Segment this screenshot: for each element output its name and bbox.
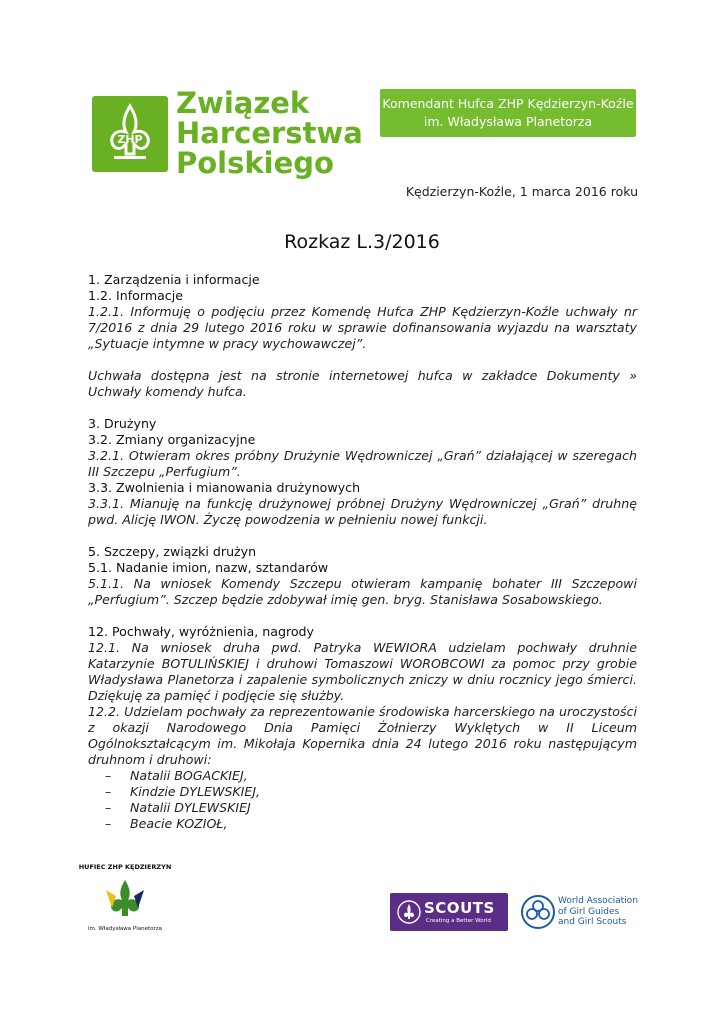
fleur-de-lis-icon bbox=[92, 96, 168, 172]
list-item: – Natalii BOGACKIEJ, bbox=[105, 768, 248, 783]
subsection-heading: 5.1. Nadanie imion, nazw, sztandarów bbox=[88, 560, 329, 575]
hufiec-logo bbox=[78, 856, 172, 934]
paragraph: 1.2.1. Informuję o podjęciu przez Komendę Hufca ZHP Kędzierzyn-Koźle uchwały nr 7/2016 z dnia 29 lutego 2016 roku w sprawie dofinansowania wyjazdu na warsztaty „Sytuacje intymne w pracy wychowawczej”. bbox=[88, 304, 637, 351]
list-item: – Beacie KOZIOŁ, bbox=[105, 816, 228, 831]
header-line-1: Komendant Hufca ZHP Kędzierzyn-Koźle bbox=[382, 96, 634, 111]
subsection-heading: 3.3. Zwolnienia i mianowania drużynowych bbox=[88, 480, 361, 495]
scouts-tagline: Creating a Better World bbox=[426, 918, 491, 924]
list-item: – Kindzie DYLEWSKIEJ, bbox=[105, 784, 261, 799]
wagggs-text: World Association of Girl Guides and Girl Scouts bbox=[558, 896, 638, 927]
paragraph: 12.1. Na wniosek druha pwd. Patryka WEWIORA udzielam pochwały druhnie Katarzynie BOTULIŃSKIEJ i druhowi Tomaszowi WOROBCOWI za pomoc przy grobie Władysława Planetorza i zapalenie symbolicznych zniczy w dniu rocznicy jego śmierci. Dziękuję za pamięć i podjęcie się służby. bbox=[88, 640, 637, 703]
wagggs-logo bbox=[520, 893, 640, 933]
place-date: Kędzierzyn-Koźle, 1 marca 2016 roku bbox=[405, 184, 638, 199]
header-line-2: im. Władysława Planetorza bbox=[423, 114, 593, 129]
scouts-logo bbox=[390, 893, 508, 931]
header-box bbox=[380, 89, 636, 137]
logo-word-2: Harcerstwa bbox=[176, 116, 363, 150]
svg-text:im. Władysława Planetorza: im. Władysława Planetorza bbox=[87, 926, 163, 932]
logo-word-1: Związek bbox=[176, 86, 310, 120]
document-body bbox=[88, 272, 637, 832]
logo-word-3: Polskiego bbox=[176, 146, 334, 180]
section-heading: 1. Zarządzenia i informacje bbox=[88, 272, 260, 287]
svg-text:ZHP: ZHP bbox=[117, 133, 143, 146]
paragraph: 3.2.1. Otwieram okres próbny Drużynie Wędrowniczej „Grań” działającej w szeregach III Szczepu „Perfugium”. bbox=[88, 448, 637, 479]
section-heading: 12. Pochwały, wyróżnienia, nagrody bbox=[88, 624, 314, 639]
scouts-label: SCOUTS bbox=[424, 899, 495, 917]
subsection-heading: 1.2. Informacje bbox=[88, 288, 183, 303]
paragraph: 3.3.1. Mianuję na funkcję drużynowej próbnej Drużyny Wędrowniczej „Grań” druhnę pwd. Alicję IWON. Życzę powodzenia w pełnieniu nowej funkcji. bbox=[88, 496, 637, 527]
paragraph: 12.2. Udzielam pochwały za reprezentowanie środowiska harcerskiego na uroczystości z okazji Narodowego Dnia Pamięci Żołnierzy Wyklętych w II Liceum Ogólnokształcącym im. Mikołaja Kopernika dnia 24 lutego 2016 roku następującym druhnom i druhowi: bbox=[88, 704, 637, 767]
subsection-heading: 3.2. Zmiany organizacyjne bbox=[88, 432, 256, 447]
scouts-fleur-icon bbox=[397, 900, 421, 924]
zhp-logo bbox=[92, 86, 363, 188]
svg-text:HUFIEC ZHP KĘDZIERZYN: HUFIEC ZHP KĘDZIERZYN bbox=[78, 863, 172, 871]
paragraph: Uchwała dostępna jest na stronie internetowej hufca w zakładce Dokumenty » Uchwały komendy hufca. bbox=[88, 368, 637, 399]
section-heading: 5. Szczepy, związki drużyn bbox=[88, 544, 257, 559]
paragraph: 5.1.1. Na wniosek Komendy Szczepu otwieram kampanię bohater III Szczepowi „Perfugium”. Szczep będzie zdobywał imię gen. bryg. Stanisława Sosabowskiego. bbox=[88, 576, 637, 607]
list-item: – Natalii DYLEWSKIEJ bbox=[105, 800, 251, 815]
section-heading: 3. Drużyny bbox=[88, 416, 157, 431]
trefoil-icon bbox=[520, 893, 556, 931]
document-title: Rozkaz L.3/2016 bbox=[284, 231, 440, 253]
